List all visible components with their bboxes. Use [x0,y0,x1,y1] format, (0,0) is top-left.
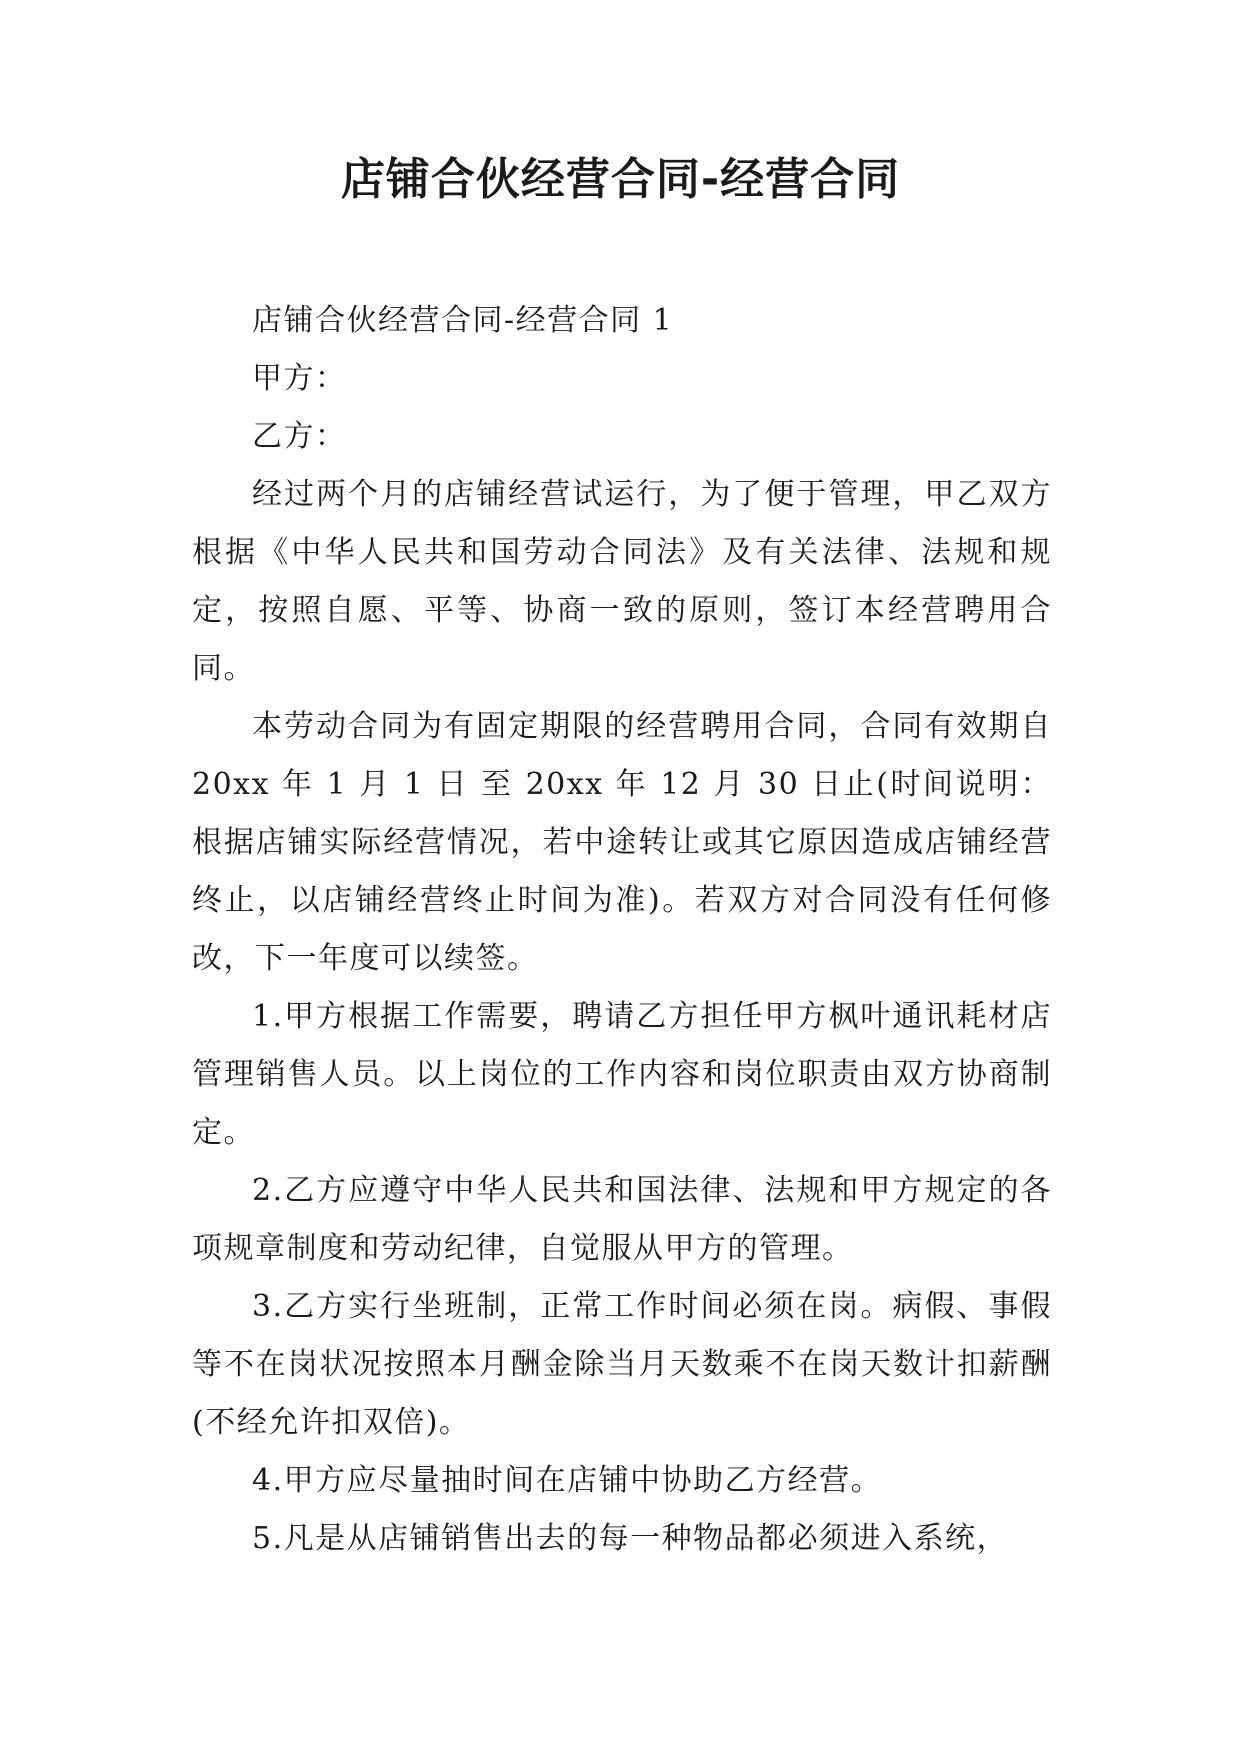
document-title: 店铺合伙经营合同-经营合同 [340,154,901,205]
paragraph-clause-2: 2.乙方应遵守中华人民共和国法律、法规和甲方规定的各项规章制度和劳动纪律，自觉服从甲方的管理。 [192,1173,1052,1266]
paragraph-party-a: 甲方： [252,361,347,396]
paragraph-clause-5: 5.凡是从店铺销售出去的每一种物品都必须进入系统， [252,1521,1009,1556]
document-body [192,292,1052,1568]
paragraph-clause-4: 4.甲方应尽量抽时间在店铺中协助乙方经营。 [252,1463,883,1498]
paragraph-heading: 店铺合伙经营合同-经营合同 1 [252,303,674,338]
paragraph-intro: 经过两个月的店铺经营试运行，为了便于管理，甲乙双方根据《中华人民共和国劳动合同法》及有关法律、法规和规定，按照自愿、平等、协商一致的原则，签订本经营聘用合同。 [192,477,1052,686]
paragraph-clause-1: 1.甲方根据工作需要，聘请乙方担任甲方枫叶通讯耗材店管理销售人员。以上岗位的工作内容和岗位职责由双方协商制定。 [192,999,1052,1150]
paragraph-party-b: 乙方： [252,419,347,454]
paragraph-term: 本劳动合同为有固定期限的经营聘用合同，合同有效期自 20xx 年 1 月 1 日 至 20xx 年 12 月 30 日止(时间说明：根据店铺实际经营情况，若中途转让或其它原因造成店铺经营终止，以店铺经营终止时间为准)。若双方对合同没有任何修改，下一年度可以续签。 [192,709,1052,976]
paragraph-clause-3: 3.乙方实行坐班制，正常工作时间必须在岗。病假、事假等不在岗状况按照本月酬金除当月天数乘不在岗天数计扣薪酬(不经允许扣双倍)。 [192,1289,1052,1440]
